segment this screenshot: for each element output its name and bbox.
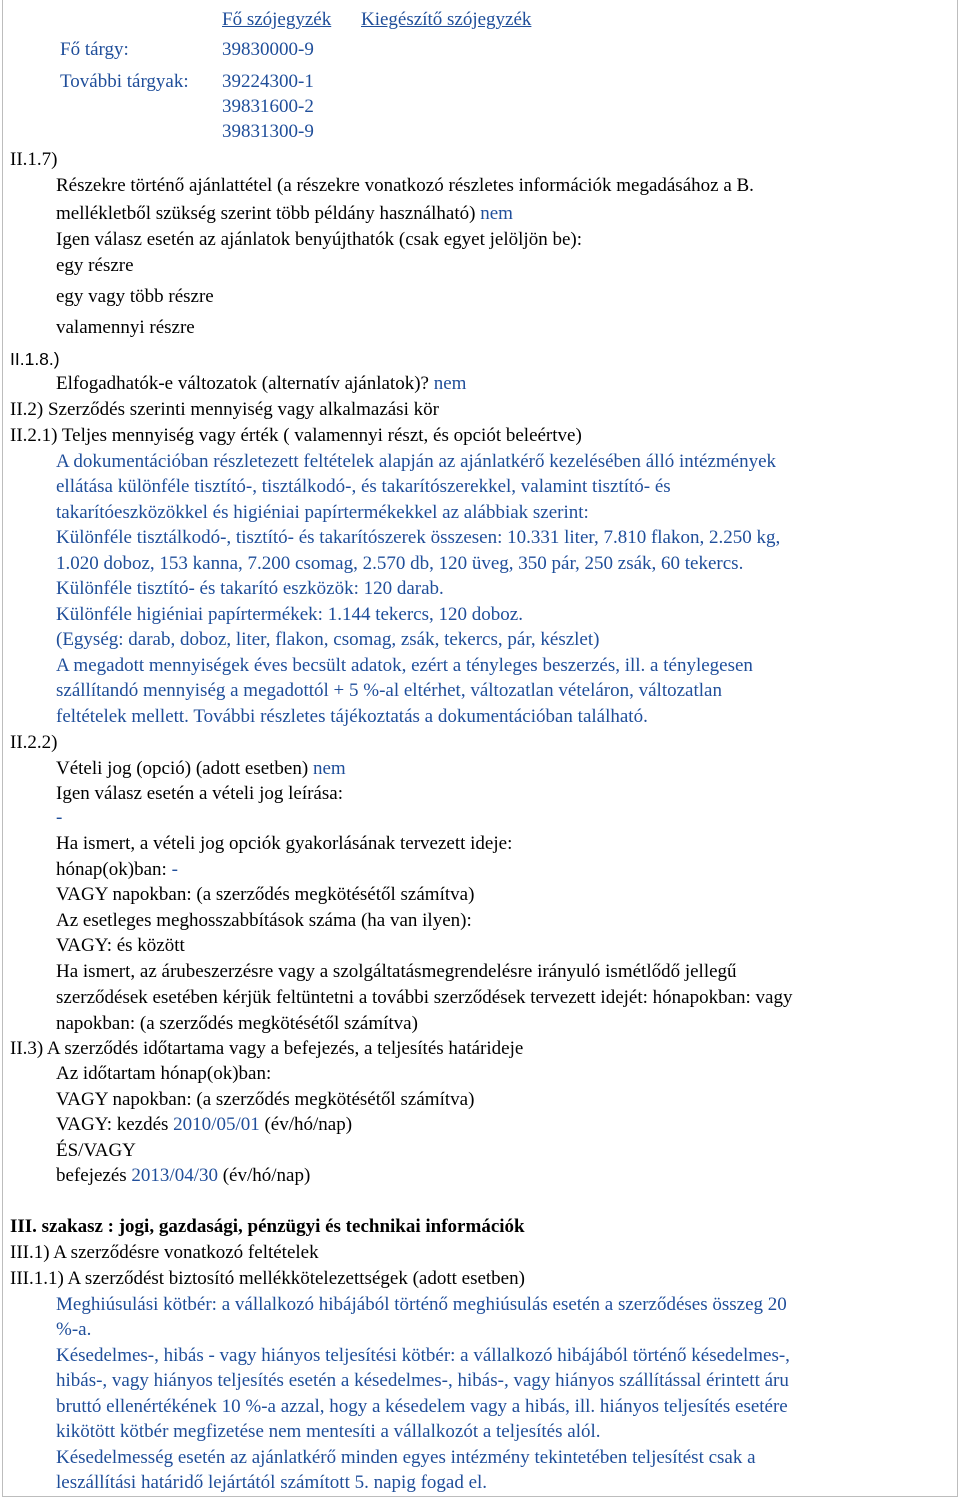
content-line: A dokumentációban részletezett feltételek alapján az ajánlatkérő kezelésében álló intézmények (56, 451, 777, 472)
question-text: Az esetleges meghosszabbítások száma (ha van ilyen): (56, 910, 472, 931)
content-line: hibás-, vagy hiányos teljesítés esetén a késedelmes-, hibás-, vagy hiányos szállítással érintett áru (56, 1370, 789, 1391)
question-line (56, 858, 178, 882)
additional-cpv-code: 39831600-2 (222, 96, 314, 117)
main-cpv-code: 39830000-9 (222, 39, 314, 60)
answer-value: nem (312, 758, 346, 779)
content-line: Különféle higiéniai papírtermékek: 1.144 tekercs, 120 doboz. (56, 604, 523, 625)
content-line: takarítóeszközökkel és higiéniai papírtermékekkel az alábbiak szerint: (56, 502, 589, 523)
question-text: Vételi jog (opció) (adott esetben) (56, 758, 309, 779)
section-number: II.1.8.) (10, 349, 60, 369)
main-vocabulary-link[interactable]: Fő szójegyzék (222, 9, 332, 30)
content-line: bruttó ellenértékének 10 %-a azzal, hogy a késedelem vagy a hibás, ill. hiányos teljesítés esetére (56, 1396, 788, 1417)
start-date-line (56, 1113, 352, 1137)
content-line: Késedelmes-, hibás - vagy hiányos teljesítési kötbér: a vállalkozó hibájából történő késedelmes-, (56, 1345, 790, 1366)
question-text: hónap(ok)ban: (56, 859, 167, 880)
answer-value: nem (433, 373, 467, 394)
section-title: II.2) Szerződés szerinti mennyiség vagy alkalmazási kör (10, 399, 439, 420)
question-text: VAGY: és között (56, 935, 185, 956)
section-number: II.2.2) (10, 732, 58, 753)
answer-value: - (171, 859, 178, 880)
question-line (56, 757, 346, 781)
additional-cpv-code: 39224300-1 (222, 71, 314, 92)
section-title: III.1) A szerződésre vonatkozó feltételek (10, 1242, 319, 1263)
content-line: Különféle tisztító- és takarító eszközök: 120 darab. (56, 578, 444, 599)
content-line: kikötött kötbér megfizetése nem mentesíti a vállalkozót a teljesítés alól. (56, 1421, 601, 1442)
section-title: II.3) A szerződés időtartama vagy a befejezés, a teljesítés határideje (10, 1038, 524, 1059)
option-text: egy részre (56, 255, 134, 276)
additional-cpv-code: 39831300-9 (222, 121, 314, 142)
content-line: (Egység: darab, doboz, liter, flakon, csomag, zsák, tekercs, pár, készlet) (56, 629, 600, 650)
section-heading: III. szakasz : jogi, gazdasági, pénzügyi és technikai információk (10, 1216, 525, 1237)
question-text: Ha ismert, a vételi jog opciók gyakorlásának tervezett ideje: (56, 833, 513, 854)
content-line: szállítandó mennyiség a megadottól + 5 %-al eltérhet, változatlan vételáron, változatlan (56, 680, 722, 701)
question-text: Ha ismert, az árubeszerzésre vagy a szolgáltatásmegrendelésre irányuló ismétlődő jellegű (56, 961, 737, 982)
question-text: Igen válasz esetén az ajánlatok benyújthatók (csak egyet jelöljön be): (56, 229, 582, 250)
end-date-line (56, 1164, 310, 1188)
question-text: Igen válasz esetén a vételi jog leírása: (56, 783, 343, 804)
question-text: Elfogadhatók-e változatok (alternatív ajánlatok)? (56, 373, 429, 394)
content-line: A megadott mennyiségek éves becsült adatok, ezért a tényleges beszerzés, ill. a ténylegesen (56, 655, 753, 676)
option-text: valamennyi részre (56, 317, 195, 338)
main-object-label: Fő tárgy: (60, 39, 129, 60)
question-text: mellékletből szükség szerint több példány használható) (56, 203, 476, 224)
start-date: 2010/05/01 (173, 1114, 260, 1135)
content-line: %-a. (56, 1319, 92, 1340)
question-text: szerződések esetében kérjük feltüntetni a további szerződések tervezett idejét: hónapokban: vagy (56, 987, 793, 1008)
start-label: VAGY: kezdés (56, 1114, 169, 1135)
answer-value: nem (480, 203, 513, 224)
date-format: (év/hó/nap) (264, 1114, 353, 1135)
section-title: II.2.1) Teljes mennyiség vagy érték ( valamennyi részt, és opciót beleértve) (10, 425, 582, 446)
supplementary-vocabulary-link[interactable]: Kiegészítő szójegyzék (361, 9, 532, 30)
end-date: 2013/04/30 (131, 1165, 218, 1186)
option-text: egy vagy több részre (56, 286, 214, 307)
question-text: Az időtartam hónap(ok)ban: (56, 1063, 272, 1084)
end-label: befejezés (56, 1165, 127, 1186)
content-line: leszállítási határidő lejártától számított 5. napig fogad el. (56, 1472, 488, 1493)
content-line: 1.020 doboz, 153 kanna, 7.200 csomag, 2.570 db, 120 üveg, 350 pár, 250 zsák, 60 tekercs. (56, 553, 744, 574)
content-line: Meghiúsulási kötbér: a vállalkozó hibájából történő meghiúsulás esetén a szerződéses összeg 20 (56, 1294, 787, 1315)
content-line: ellátása különféle tisztító-, tisztálkodó-, és takarítószerekkel, valamint tisztító- és (56, 476, 671, 497)
question-text: Részekre történő ajánlattétel (a részekre vonatkozó részletes információk megadásához a B. (56, 175, 754, 196)
and-or-text: ÉS/VAGY (56, 1140, 136, 1161)
content-line: Késedelmesség esetén az ajánlatkérő minden egyes intézmény tekintetében teljesítést csak a (56, 1447, 756, 1468)
date-format: (év/hó/nap) (222, 1165, 311, 1186)
question-text: napokban: (a szerződés megkötésétől számítva) (56, 1013, 418, 1034)
content-line: feltételek mellett. További részletes tájékoztatás a dokumentációban található. (56, 706, 648, 727)
question-text: VAGY napokban: (a szerződés megkötésétől számítva) (56, 884, 475, 905)
question-line (56, 202, 513, 226)
question-line (56, 372, 466, 396)
section-title: III.1.1) A szerződést biztosító mellékkötelezettségek (adott esetben) (10, 1268, 525, 1289)
content-line: Különféle tisztálkodó-, tisztító- és takarítószerek összesen: 10.331 liter, 7.810 flakon, 2.250 kg, (56, 527, 781, 548)
question-text: VAGY napokban: (a szerződés megkötésétől számítva) (56, 1089, 475, 1110)
answer-value: - (56, 807, 63, 828)
additional-objects-label: További tárgyak: (60, 71, 189, 92)
section-number: II.1.7) (10, 149, 58, 170)
